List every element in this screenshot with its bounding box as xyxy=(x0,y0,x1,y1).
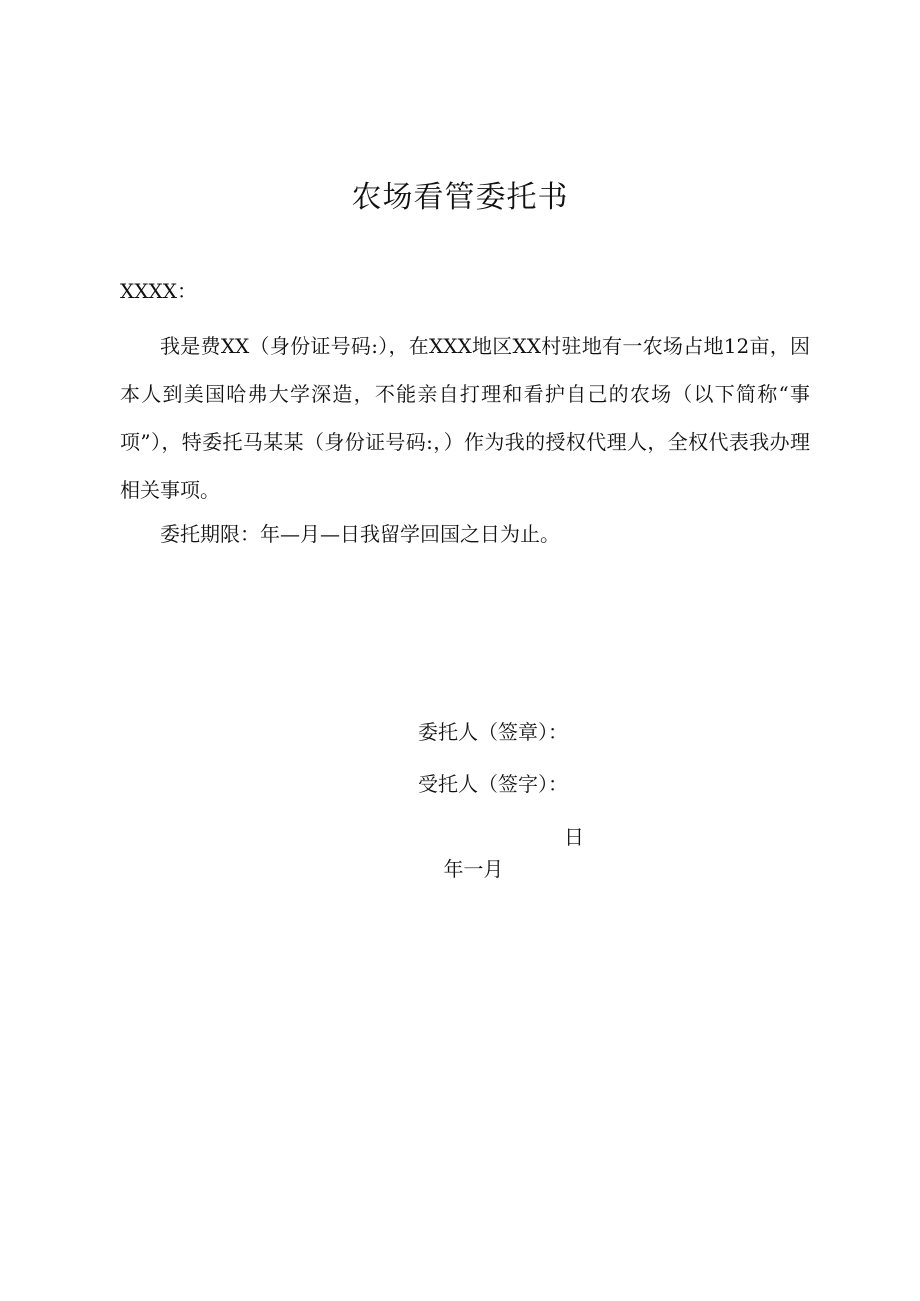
agent-signature-line: 受托人（签字）： xyxy=(418,772,568,796)
document-title: 农场看管委托书 xyxy=(351,180,569,215)
body-paragraph: 我是费XX（身份证号码:），在XXX地区XX村驻地有一农场占地12亩，因本人到美国哈弗大学深造，不能亲自打理和看护自己的农场（以下简称“事项”），特委托马某某（身份证号码:，）作为我的授权代理人，全权代表我办理相关事项。 xyxy=(120,334,810,502)
principal-signature-line: 委托人（签章）： xyxy=(418,720,568,744)
entrustment-term: 委托期限：年—月—日我留学回国之日为止。 xyxy=(160,522,560,546)
date-day: 日 xyxy=(564,825,584,849)
salutation: XXXX： xyxy=(120,279,197,303)
date-line xyxy=(418,821,584,949)
date-year-month: 年一月 xyxy=(443,857,504,881)
